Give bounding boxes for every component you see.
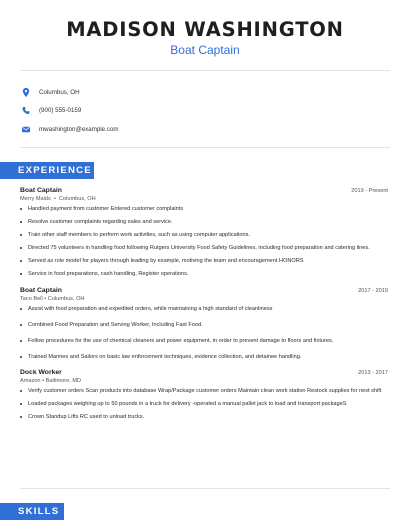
job-bullet: Loaded packages weighing up to 50 pounds in a truck for delivery -operated a manual pallet jack to load and transport packageS xyxy=(20,400,388,408)
job-bullet: Trained Marines and Sailors on basic law enforcement techniques, evidence collection, and detainee handling. xyxy=(20,353,388,361)
job-bullet: Train other staff members to perform work activities, such as using computer applications. xyxy=(20,231,388,239)
job-company: Taco Bell xyxy=(20,296,43,302)
job-location: Baltimore, MD xyxy=(45,378,82,384)
job-dates: 2017 - 2019 xyxy=(358,288,388,294)
job-company: Merry Maids xyxy=(20,196,51,202)
job-entry xyxy=(20,369,388,421)
job-dates: 2013 - 2017 xyxy=(358,370,388,376)
job-bullet: Resolve customer complaints regarding sales and service. xyxy=(20,218,388,226)
job-location: Columbus, OH xyxy=(47,296,85,302)
job-company-location: Taco Bell • Columbus, OH xyxy=(20,296,85,302)
job-title: Dock Worker xyxy=(20,369,62,376)
job-company-location: Amazon • Baltimore, MD xyxy=(20,378,82,384)
job-title: Boat Captain xyxy=(20,287,62,294)
job-location: Columbus, OH xyxy=(58,196,96,202)
job-dates: 2019 - Present xyxy=(351,188,388,194)
job-title-headline: Boat Captain xyxy=(170,43,240,57)
job-title: Boat Captain xyxy=(20,187,62,194)
job-bullet: Handled payment from customer Entered customer complaints xyxy=(20,205,388,213)
job-bullet: Follow procedures for the use of chemical cleaners and power equipment, in order to prevent damage to floors and fixtures. xyxy=(20,337,388,345)
contact-phone xyxy=(22,102,410,120)
skills-section-heading: SKILLS xyxy=(0,503,64,520)
location-pin-icon xyxy=(22,88,30,97)
job-entry xyxy=(20,187,388,278)
job-bullet: Service in food preparations, cash handling, Register operations. xyxy=(20,270,388,278)
job-bullet: Served as role model for players through leading by example, motiving the team and encouragement HONORS xyxy=(20,257,388,265)
job-bullet: Directed 75 volunteers in handling food following Rutgers University Food Safety Guidelines, including food preparation and catering lines. xyxy=(20,244,388,252)
job-bullets xyxy=(20,205,388,278)
job-bullet: Assist with food preparation and expedited orders, while maintaining a high standard of cleanliness xyxy=(20,305,388,313)
candidate-name: MADISON WASHINGTON xyxy=(66,18,344,41)
email-text: mwashington@example.com xyxy=(39,125,119,133)
phone-icon xyxy=(22,106,30,115)
contact-divider xyxy=(20,147,390,148)
envelope-icon xyxy=(22,125,30,134)
contact-email xyxy=(22,120,410,138)
job-bullets xyxy=(20,305,388,361)
contact-location xyxy=(22,83,410,101)
job-bullets xyxy=(20,387,388,421)
experience-section xyxy=(0,187,410,421)
contact-list xyxy=(0,71,410,147)
job-bullet: Combined Food Preparation and Serving Worker, Including Fast Food. xyxy=(20,321,388,329)
experience-section-heading: EXPERIENCE xyxy=(0,162,94,179)
job-company: Amazon xyxy=(20,378,41,384)
experience-divider xyxy=(20,488,390,489)
job-bullet: Verify customer orders Scan products into database Wrap/Package customer orders Maintain clean work station Restock supplies for next shift xyxy=(20,387,388,395)
job-company-location: Merry Maids • Columbus, OH xyxy=(20,196,96,202)
location-text: Columbus, OH xyxy=(39,88,80,96)
phone-text: (900) 555-0159 xyxy=(39,107,82,114)
job-entry xyxy=(20,287,388,361)
resume-header xyxy=(0,0,410,57)
job-bullet: Crown Standup Lifts RC used to unload trucks. xyxy=(20,413,388,421)
